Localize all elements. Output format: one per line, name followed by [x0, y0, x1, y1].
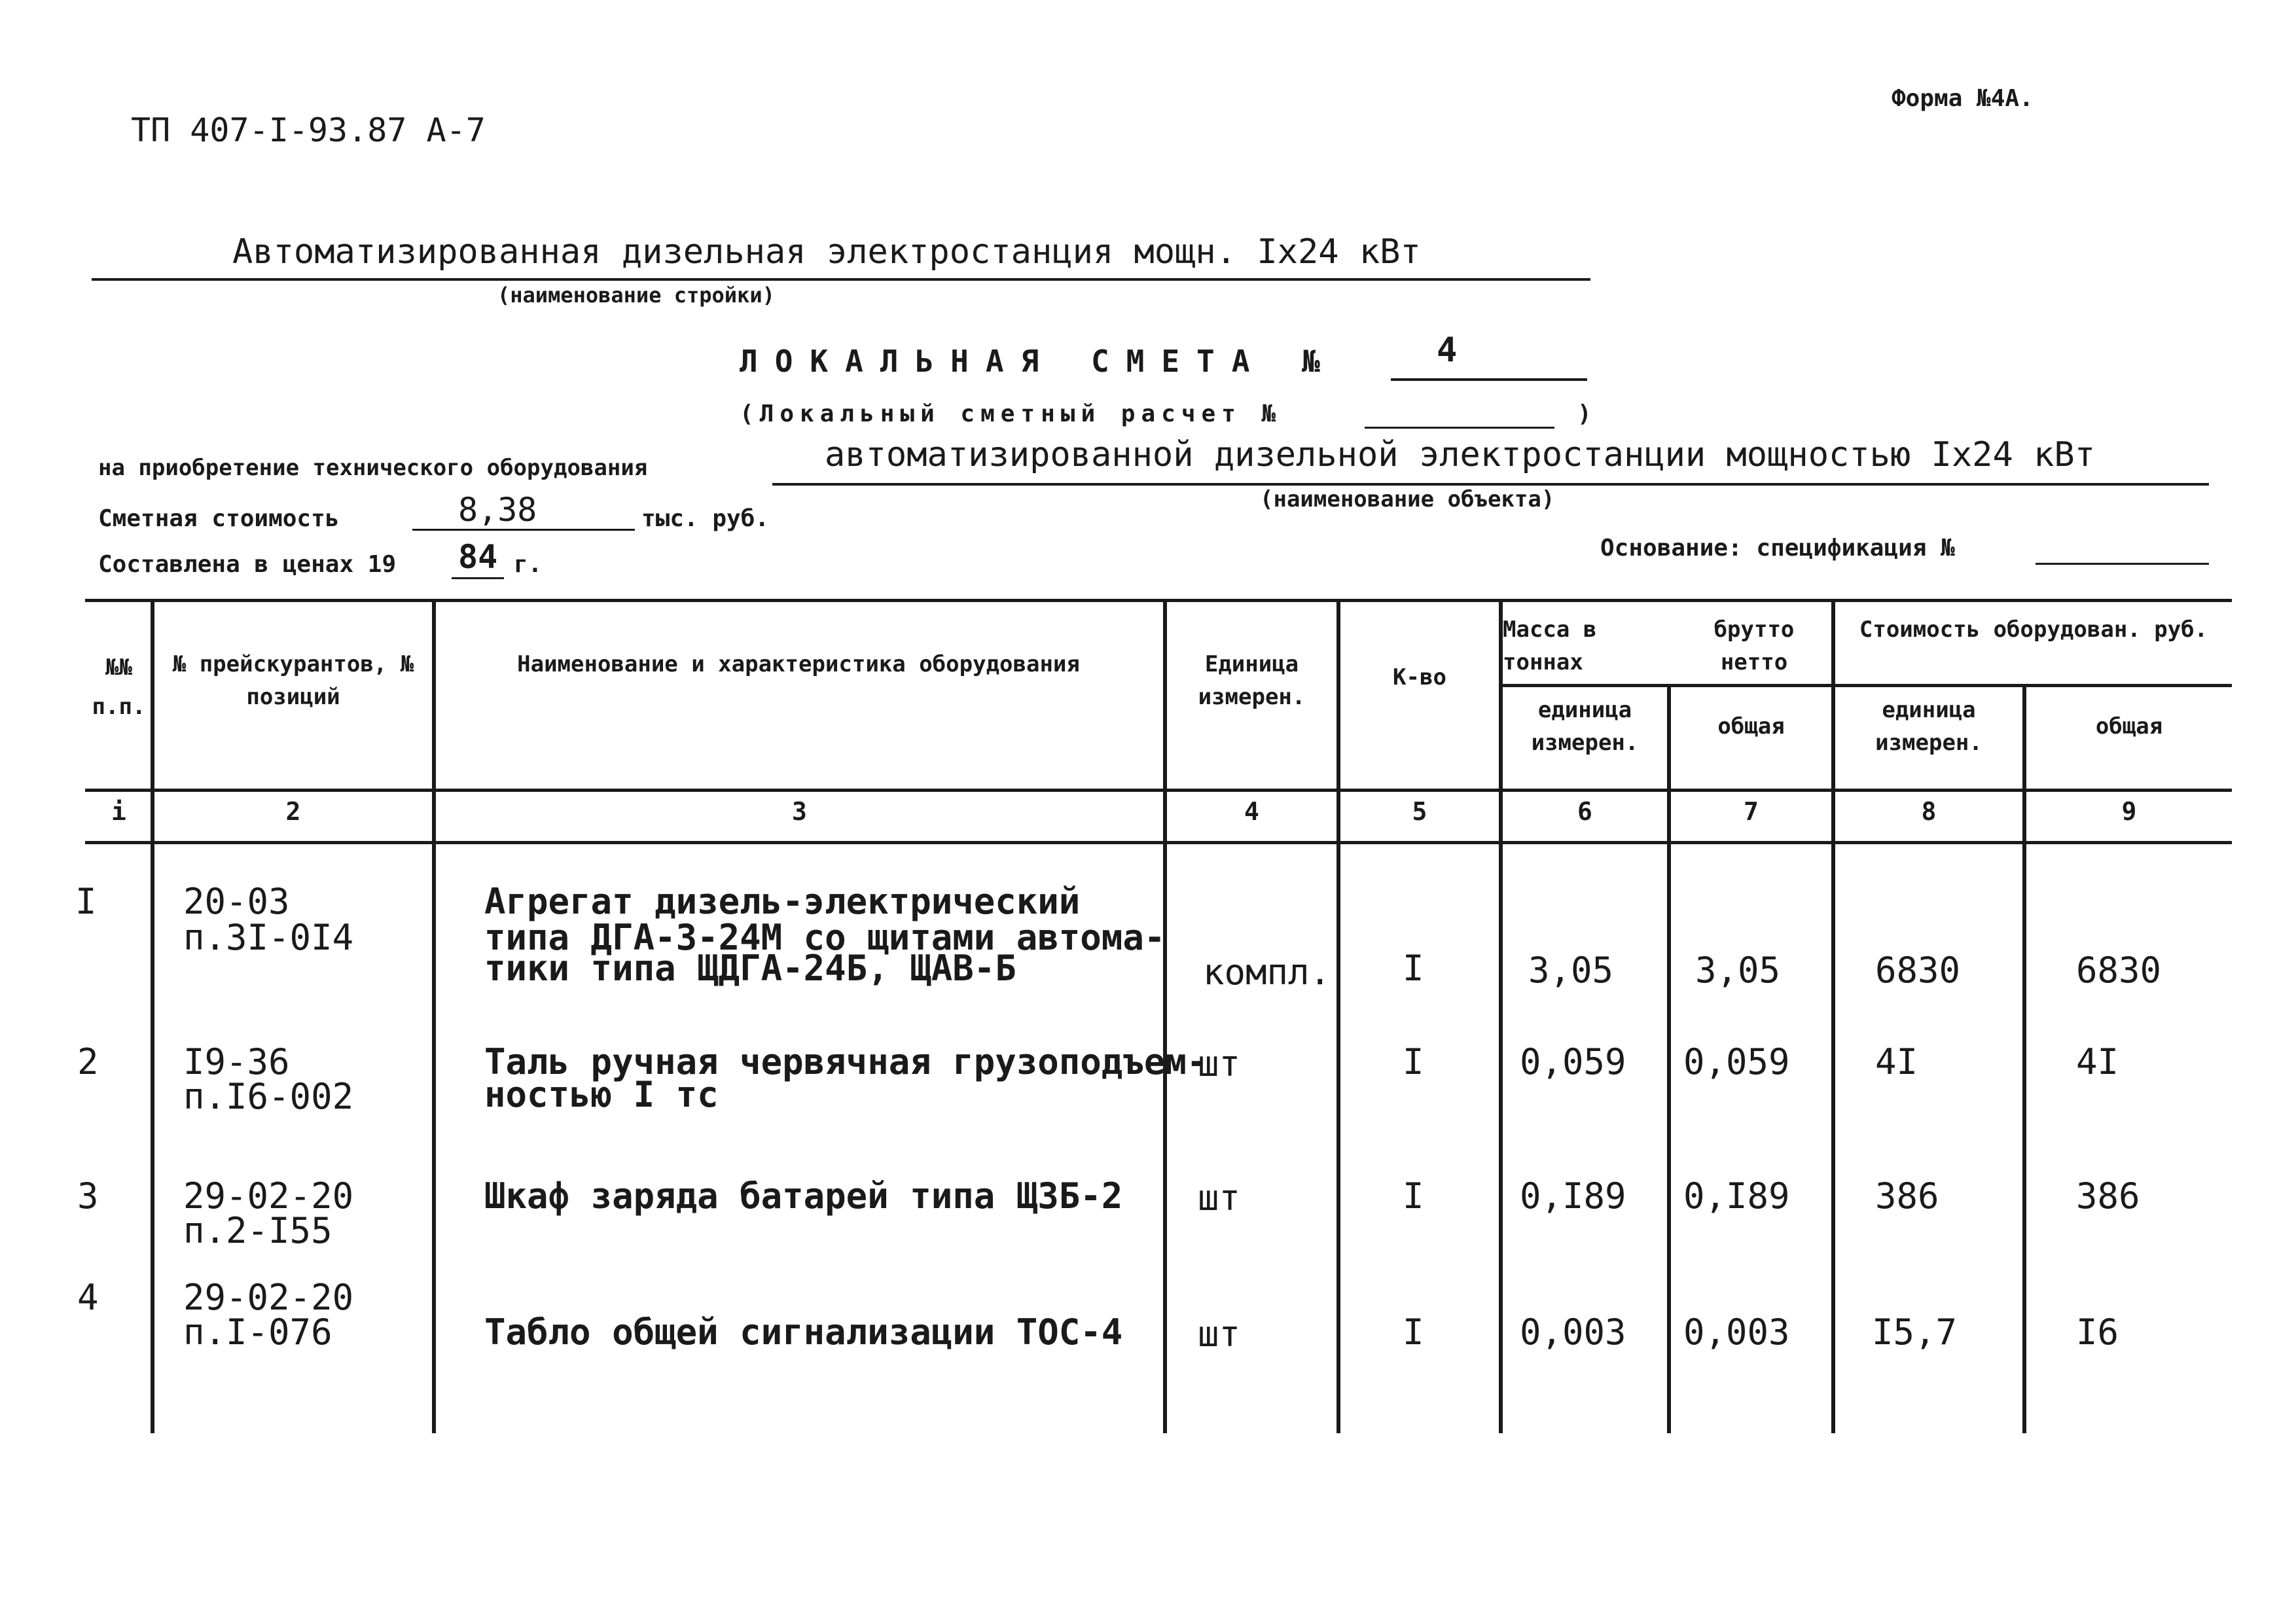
header-mass-type: брутто нетто — [1713, 616, 1795, 675]
cost-per-unit: 6830 — [1875, 950, 1961, 991]
header-equipment-name: Наименование и характеристика оборудования — [517, 651, 1080, 677]
row-number: 4 — [77, 1277, 99, 1318]
prices-suffix: г. — [514, 551, 543, 578]
column-number: i — [111, 797, 126, 826]
table-colnum-bottom-line — [85, 841, 2232, 844]
col-divider-4 — [1336, 599, 1340, 1433]
price-list-code: 29-02-20 — [183, 1175, 354, 1217]
price-list-code: 20-03 — [183, 881, 290, 922]
row-number: I — [75, 881, 97, 922]
estimate-number: 4 — [1437, 330, 1458, 370]
construction-caption: (наименование стройки) — [497, 283, 775, 308]
position-code: п.I-076 — [183, 1311, 332, 1353]
col-divider-2 — [432, 599, 436, 1433]
title-underline — [92, 278, 1590, 281]
equipment-name-line: Агрегат дизель-электрический — [484, 881, 1081, 922]
table-top-line — [85, 599, 2232, 602]
cost-per-unit: I5,7 — [1872, 1311, 1958, 1353]
column-number: 7 — [1744, 797, 1759, 826]
cost-total: 4I — [2076, 1041, 2119, 1082]
estimate-heading: ЛОКАЛЬНАЯ СМЕТА № — [740, 344, 1337, 379]
unit: шт — [1198, 1313, 1241, 1355]
calc-close: ) — [1577, 401, 1592, 427]
cost-total: I6 — [2076, 1311, 2119, 1353]
column-number: 3 — [792, 797, 807, 826]
estimate-number-underline — [1391, 378, 1587, 381]
cost-label: Сметная стоимость — [98, 505, 340, 532]
column-number: 9 — [2121, 797, 2137, 826]
price-list-code: 29-02-20 — [183, 1277, 354, 1318]
header-unit: Единица измерен. — [1198, 651, 1306, 710]
mass-per-unit: 0,I89 — [1520, 1175, 1626, 1217]
construction-title: Автоматизированная дизельная электростанция мощн. Iх24 кВт — [232, 232, 1421, 272]
unit: шт — [1198, 1177, 1241, 1219]
row-number: 3 — [77, 1175, 99, 1217]
col-divider-3 — [1163, 599, 1167, 1433]
header-cost-unit: единица измерен. — [1875, 697, 1982, 756]
header-row-number: №№ п.п. — [92, 654, 146, 720]
header-quantity: К-во — [1393, 664, 1446, 690]
quantity: I — [1403, 1175, 1424, 1217]
equipment-name-line: Шкаф заряда батарей типа ЩЗБ-2 — [484, 1175, 1123, 1217]
row-number: 2 — [77, 1041, 99, 1082]
unit: шт — [1198, 1043, 1241, 1084]
column-number: 5 — [1412, 797, 1427, 826]
prices-label: Составлена в ценах 19 — [98, 551, 397, 578]
cost-total: 6830 — [2076, 950, 2162, 991]
mass-per-unit: 3,05 — [1528, 950, 1614, 991]
cost-per-unit: 4I — [1875, 1041, 1918, 1082]
header-price-list: № прейскурантов, № позиций — [172, 651, 414, 710]
mass-total: 0,I89 — [1683, 1175, 1790, 1217]
col-divider-8 — [2022, 684, 2026, 1433]
mass-total: 3,05 — [1695, 950, 1781, 991]
col-divider-6 — [1667, 684, 1671, 1433]
header-mass-total: общая — [1717, 713, 1785, 740]
equipment-name-line: ностью I тс — [484, 1074, 719, 1115]
equipment-name-line: типа ДГА-3-24М со щитами автома- — [484, 917, 1166, 958]
equipment-name-line: Таль ручная червячная грузоподъем- — [484, 1041, 1208, 1082]
position-code: п.2-I55 — [183, 1210, 332, 1251]
cost-total: 386 — [2076, 1175, 2140, 1217]
equipment-name-line: тики типа ЩДГА-24Б, ЩАВ-Б — [484, 948, 1016, 989]
equipment-name-line: Табло общей сигнализации ТОС-4 — [484, 1311, 1123, 1353]
column-number: 8 — [1921, 797, 1937, 826]
unit: компл. — [1203, 952, 1331, 993]
mass-subheader-line — [1500, 684, 2232, 687]
mass-per-unit: 0,059 — [1520, 1041, 1626, 1082]
basis-label: Основание: спецификация № — [1600, 535, 1955, 562]
cost-per-unit: 386 — [1875, 1175, 1939, 1217]
mass-total: 0,059 — [1683, 1041, 1790, 1082]
mass-per-unit: 0,003 — [1520, 1311, 1626, 1353]
position-code: п.3I-0I4 — [183, 917, 354, 958]
column-number: 4 — [1244, 797, 1259, 826]
cost-value: 8,38 — [458, 491, 537, 529]
column-number: 2 — [285, 797, 301, 826]
position-code: п.I6-002 — [183, 1076, 354, 1117]
header-mass-unit: единица измерен. — [1531, 697, 1639, 756]
basis-underline — [2036, 563, 2209, 565]
calc-label: (Локальный сметный расчет № — [740, 401, 1282, 427]
cost-unit: тыс. руб. — [641, 505, 770, 532]
prices-year: 84 — [458, 538, 498, 576]
table-header-bottom-line — [85, 789, 2232, 792]
quantity: I — [1403, 948, 1424, 989]
cost-underline — [412, 529, 635, 531]
purpose-value: автоматизированной дизельной электростанции мощностью Iх24 кВт — [825, 435, 2096, 474]
header-cost-total: общая — [2095, 713, 2163, 740]
quantity: I — [1403, 1311, 1424, 1353]
mass-total: 0,003 — [1683, 1311, 1790, 1353]
form-number: Форма №4А. — [1892, 85, 2034, 112]
col-divider-1 — [151, 599, 154, 1433]
purpose-underline — [772, 483, 2209, 486]
document-code: ТП 407-I-93.87 А-7 — [131, 111, 486, 149]
header-cost-title: Стоимость оборудован. руб. — [1859, 616, 2208, 643]
calc-number-line — [1365, 427, 1554, 429]
quantity: I — [1403, 1041, 1424, 1082]
price-list-code: I9-36 — [183, 1041, 290, 1082]
object-caption: (наименование объекта) — [1260, 486, 1555, 512]
purpose-label: на приобретение технического оборудования — [98, 455, 648, 481]
column-number: 6 — [1577, 797, 1592, 826]
prices-year-underline — [452, 577, 504, 579]
header-mass-title: Масса в тоннах — [1503, 616, 1597, 675]
